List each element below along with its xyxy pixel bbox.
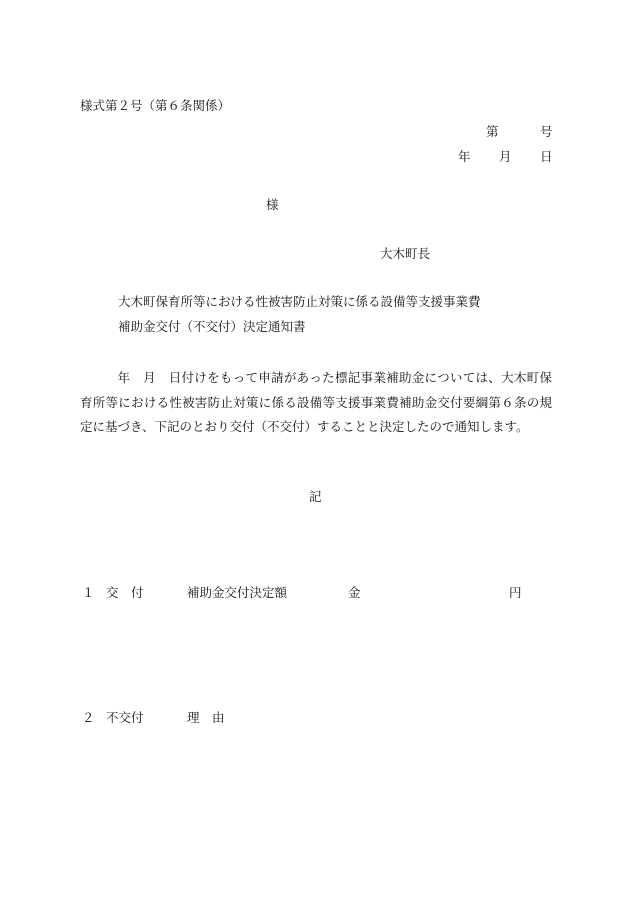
body-paragraph: 年 月 日付けをもって申請があった標記事業補助金については、大木町保育所等における性被害防止対策に係る設備等支援事業費補助金交付要綱第６条の規定に基づき、下記のとおり交付（不交付）することと決定したので通知します。 (80, 370, 552, 435)
document-title-line2: 補助金交付（不交付）決定通知書 (118, 319, 306, 334)
ki-heading: 記 (309, 489, 322, 504)
date-day: 日 (540, 149, 553, 164)
date-year: 年 (458, 149, 471, 164)
section2-number: ２ (82, 710, 95, 725)
document-title-line1: 大木町保育所等における性被害防止対策に係る設備等支援事業費 (118, 294, 481, 309)
section2-label: 不交付 (106, 710, 144, 725)
number-dai: 第 (486, 124, 499, 139)
kin-label: 金 (348, 585, 361, 600)
form-label: 様式第２号（第６条関係） (80, 98, 231, 113)
reason-label: 理 由 (187, 710, 225, 725)
issuer-name: 大木町長 (380, 246, 431, 261)
date-month: 月 (499, 149, 512, 164)
number-go: 号 (540, 124, 553, 139)
recipient-honorific: 様 (266, 197, 279, 212)
grant-amount-label: 補助金交付決定額 (187, 585, 288, 600)
yen-label: 円 (509, 585, 522, 600)
section1-number: １ (82, 585, 95, 600)
section1-label: 交 付 (106, 585, 144, 600)
